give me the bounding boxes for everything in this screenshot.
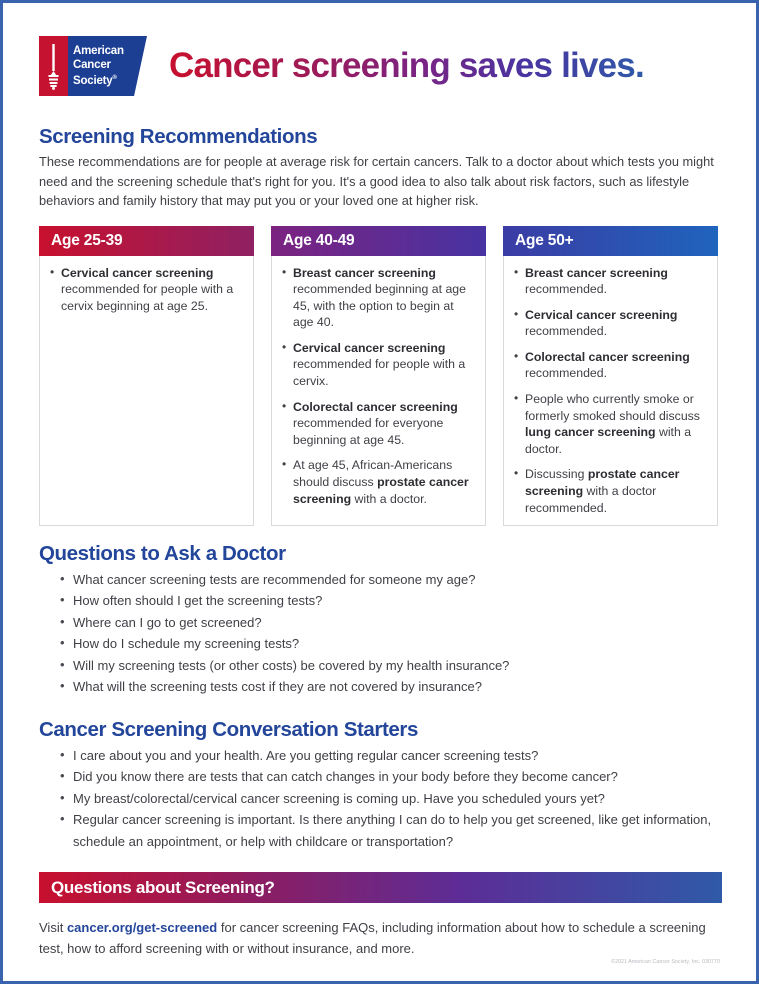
list-item-text: recommended. xyxy=(525,366,608,381)
age-card-header: Age 50+ xyxy=(503,226,718,256)
copyright-notice: ©2021 American Cancer Society, Inc. 030770 xyxy=(611,959,720,965)
list-item: • Where can I go to get screened? xyxy=(73,612,722,634)
age-card-list xyxy=(512,265,707,517)
recommendations-intro: These recommendations are for people at average risk for certain cancers. Talk to a doctor about which tests you might need and the screening schedule that's right for you. It's a good idea to also talk about risk factors, such as lifestyle behaviors and family history that may put you or your loved one at higher risk. xyxy=(39,154,714,208)
list-item xyxy=(293,265,475,331)
list-item-text: recommended beginning at age 45, with the option to begin at age 40. xyxy=(293,282,466,330)
section-heading-recommendations: Screening Recommendations xyxy=(39,125,318,148)
list-item-bold: Cervical cancer screening xyxy=(293,340,446,355)
list-item-text: with a doctor. xyxy=(525,425,692,456)
page-title: Cancer screening saves lives. xyxy=(169,46,644,85)
conversation-starters-section xyxy=(39,718,722,853)
list-item-text: recommended. xyxy=(525,282,608,297)
caduceus-icon xyxy=(44,42,63,90)
logo-line-3: Society® xyxy=(73,74,117,87)
list-item-bold: Breast cancer screening xyxy=(525,265,668,280)
list-item: • How often should I get the screening tests? xyxy=(73,590,722,612)
american-cancer-society-logo xyxy=(39,36,147,96)
list-item xyxy=(293,340,475,390)
registered-mark: ® xyxy=(112,75,117,81)
list-item xyxy=(525,265,707,298)
list-item xyxy=(293,399,475,449)
banner-note-post: for cancer screening FAQs, including information about how to schedule a screening test, how to afford screening with or without insurance, and more. xyxy=(39,920,706,956)
questions-doctor-section xyxy=(39,542,722,698)
logo-wordmark xyxy=(73,45,124,88)
list-item: • Regular cancer screening is important. Is there anything I can do to help you get screened, like get information, schedule an appointment, or help with childcare or transportation? xyxy=(73,809,722,852)
age-card-list xyxy=(48,265,243,315)
list-item xyxy=(525,391,707,457)
list-item-bold: Colorectal cancer screening xyxy=(293,399,458,414)
logo-line-1: American xyxy=(73,45,124,57)
list-item-text: with a doctor recommended. xyxy=(525,484,657,515)
banner-note-pre: Visit xyxy=(39,920,67,935)
age-card-body xyxy=(39,256,254,526)
section-heading-conversation-starters: Cancer Screening Conversation Starters xyxy=(39,717,418,741)
age-card-list xyxy=(280,265,475,508)
list-item-bold: lung cancer screening xyxy=(525,425,656,440)
list-item-text: recommended. xyxy=(525,324,608,339)
list-item-bold: Cervical cancer screening xyxy=(61,265,214,280)
list-item-text: recommended for people with a cervix. xyxy=(293,357,466,389)
list-item-text: recommended for people with a cervix beginning at age 25. xyxy=(61,282,234,313)
list-item-text: with a doctor. xyxy=(351,491,427,506)
list-item xyxy=(525,349,707,382)
list-item xyxy=(293,457,475,507)
list-item-bold: prostate cancer screening xyxy=(525,467,680,499)
age-card-body xyxy=(271,256,486,526)
age-card-body xyxy=(503,256,718,526)
age-card-50-plus xyxy=(503,226,718,526)
questions-about-screening-banner: Questions about Screening? xyxy=(39,872,722,903)
list-item: • My breast/colorectal/cervical cancer screening is coming up. Have you scheduled yours yet? xyxy=(73,788,722,810)
age-cards xyxy=(39,226,722,526)
list-item xyxy=(525,307,707,340)
list-item: • Will my screening tests (or other costs) be covered by my health insurance? xyxy=(73,655,722,677)
age-card-40-49 xyxy=(271,226,486,526)
conversation-starters-list xyxy=(39,745,722,853)
screening-recommendations-section xyxy=(39,125,722,526)
list-item: • What will the screening tests cost if they are not covered by insurance? xyxy=(73,676,722,698)
list-item: • I care about you and your health. Are you getting regular cancer screening tests? xyxy=(73,745,722,767)
list-item: • Did you know there are tests that can catch changes in your body before they become cancer? xyxy=(73,766,722,788)
list-item-text: recommended for everyone beginning at age 45. xyxy=(293,416,444,447)
banner-note xyxy=(39,917,715,959)
list-item-pre: At age 45, African-Americans should discuss xyxy=(293,458,453,490)
list-item xyxy=(525,466,707,516)
age-card-header: Age 25-39 xyxy=(39,226,254,256)
logo-line-2: Cancer xyxy=(73,58,111,71)
list-item-pre: Discussing xyxy=(525,467,588,482)
section-heading-questions-doctor: Questions to Ask a Doctor xyxy=(39,541,286,565)
list-item-bold: Colorectal cancer screening xyxy=(525,349,690,364)
list-item-bold: Cervical cancer screening xyxy=(525,307,678,322)
questions-doctor-list xyxy=(39,569,722,698)
cancer-org-link[interactable]: cancer.org/get-screened xyxy=(66,920,218,935)
age-card-25-39 xyxy=(39,226,254,526)
list-item-pre: People who currently smoke or formerly smoked should discuss xyxy=(525,392,700,423)
age-card-header: Age 40-49 xyxy=(271,226,486,256)
list-item xyxy=(61,265,243,315)
list-item: • How do I schedule my screening tests? xyxy=(73,633,722,655)
list-item-bold: Breast cancer screening xyxy=(293,265,436,280)
poster-header xyxy=(39,33,722,99)
poster-content xyxy=(3,3,756,981)
list-item: • What cancer screening tests are recommended for someone my age? xyxy=(73,569,722,591)
list-item-bold: prostate cancer screening xyxy=(293,475,469,506)
